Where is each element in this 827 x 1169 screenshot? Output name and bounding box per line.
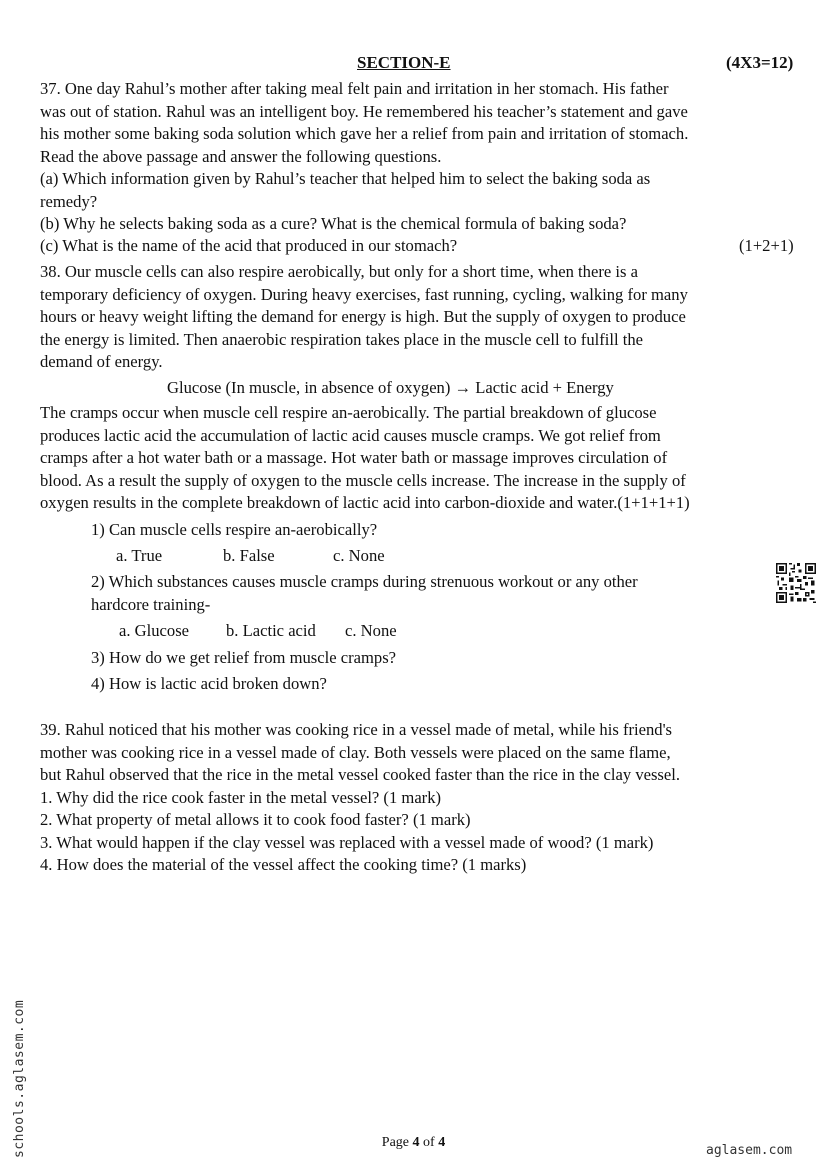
q39-line: but Rahul observed that the rice in the metal vessel cooked faster than the rice in the clay vessel. <box>40 765 681 784</box>
q37-line: 37. One day Rahul’s mother after taking meal felt pain and irritation in her stomach. His father <box>40 79 669 98</box>
q38-line: cramps after a hot water bath or a massage. Hot water bath or massage improves circulation of <box>40 448 668 467</box>
q38-line: temporary deficiency of oxygen. During heavy exercises, fast running, cycling, walking for many <box>40 285 688 304</box>
q38-sub2: hardcore training- <box>91 595 211 614</box>
q38-line: oxygen results in the complete breakdown of lactic acid into carbon-dioxide and water.(1+1+1+1) <box>40 493 690 512</box>
qr-code-icon <box>776 563 816 603</box>
page-of: of <box>423 1135 435 1150</box>
q39-line: 3. What would happen if the clay vessel was replaced with a vessel made of wood? (1 mark) <box>40 833 654 852</box>
q39-line: mother was cooking rice in a vessel made of clay. Both vessels were placed on the same flame, <box>40 743 671 762</box>
section-title: SECTION-E <box>357 53 451 72</box>
q37-line: (b) Why he selects baking soda as a cure? What is the chemical formula of baking soda? <box>40 214 627 233</box>
q38-equation: Glucose (In muscle, in absence of oxygen) → Lactic acid + Energy <box>167 378 614 397</box>
q39-line: 4. How does the material of the vessel affect the cooking time? (1 marks) <box>40 855 527 874</box>
q38-sub2-option: b. Lactic acid <box>226 621 316 640</box>
q37-marks: (1+2+1) <box>739 236 794 255</box>
brand-watermark: aglasem.com <box>706 1143 793 1158</box>
q38-line: produces lactic acid the accumulation of lactic acid causes muscle cramps. We got relief from <box>40 426 661 445</box>
page-prefix: Page <box>381 1135 410 1150</box>
q38-sub2-option: a. Glucose <box>119 621 190 640</box>
q37-line: was out of station. Rahul was an intelligent boy. He remembered his teacher’s statement and gave <box>40 102 688 121</box>
q38-line: hours or heavy weight lifting the demand for energy is high. But the supply of oxygen to produce <box>40 307 686 326</box>
q39-line: 1. Why did the rice cook faster in the metal vessel? (1 mark) <box>40 788 442 807</box>
q39-line: 2. What property of metal allows it to cook food faster? (1 mark) <box>40 810 471 829</box>
q38-sub2-option: c. None <box>345 621 397 640</box>
q38-line: the energy is limited. Then anaerobic respiration takes place in the muscle cell to fulfill the <box>40 330 644 349</box>
q38-line: 38. Our muscle cells can also respire aerobically, but only for a short time, when there is a <box>40 262 638 281</box>
q37-line: his mother some baking soda solution which gave her a relief from pain and irritation of stomach. <box>40 124 689 143</box>
q37-line: remedy? <box>40 192 98 211</box>
q39-line: 39. Rahul noticed that his mother was cooking rice in a vessel made of metal, while his friend's <box>40 720 673 739</box>
q38-sub1-option: a. True <box>116 546 163 565</box>
page-footer <box>0 1135 827 1151</box>
q38-sub4: 4) How is lactic acid broken down? <box>91 674 327 693</box>
q38-sub1: 1) Can muscle cells respire an-aerobically? <box>91 520 378 539</box>
q37-line: (a) Which information given by Rahul’s teacher that helped him to select the baking soda as <box>40 169 651 188</box>
q38-line: The cramps occur when muscle cell respire an-aerobically. The partial breakdown of glucose <box>40 403 657 422</box>
q38-line: demand of energy. <box>40 352 163 371</box>
q38-sub3: 3) How do we get relief from muscle cramps? <box>91 648 397 667</box>
q38-sub2: 2) Which substances causes muscle cramps during strenuous workout or any other <box>91 572 638 591</box>
q37-line: (c) What is the name of the acid that produced in our stomach? <box>40 236 458 255</box>
q38-line: blood. As a result the supply of oxygen to the muscle cells increase. The increase in the supply of <box>40 471 686 490</box>
side-watermark: schools.aglasem.com <box>12 999 27 1158</box>
q37-line: Read the above passage and answer the following questions. <box>40 147 442 166</box>
page-total: 4 <box>438 1135 446 1150</box>
q38-sub1-option: b. False <box>223 546 275 565</box>
q38-sub1-option: c. None <box>333 546 385 565</box>
page-number: 4 <box>412 1135 420 1150</box>
section-marks: (4X3=12) <box>726 53 794 72</box>
